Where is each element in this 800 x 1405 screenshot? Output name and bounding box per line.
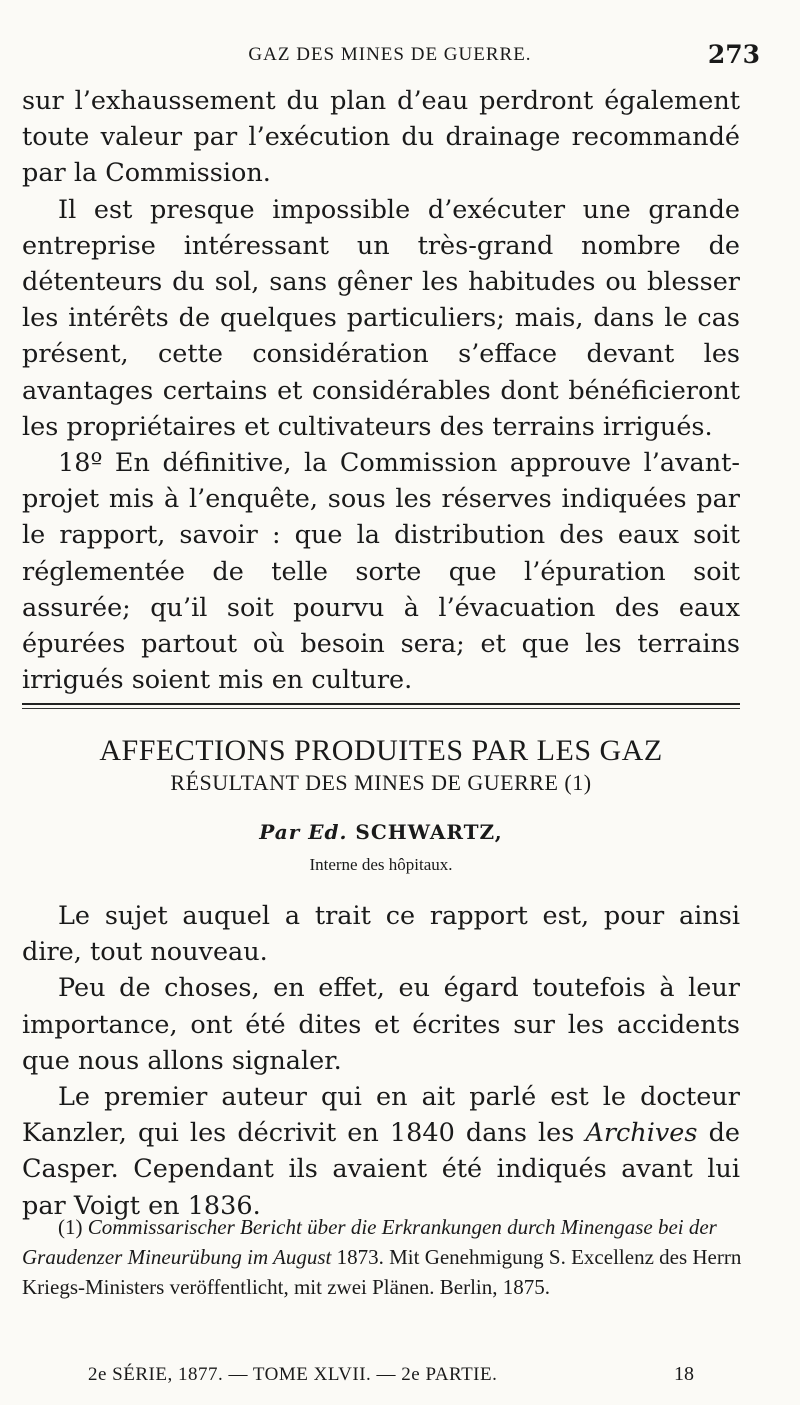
- paragraph: [22, 1079, 740, 1224]
- body-text-top: [22, 83, 740, 698]
- author-line: [22, 820, 740, 844]
- page-header: [20, 40, 760, 80]
- page-number: 273: [707, 40, 760, 69]
- section-subtitle: RÉSULTANT DES MINES DE GUERRE (1): [170, 770, 592, 795]
- author-name: SCHWARTZ,: [355, 820, 503, 844]
- author-prefix: Par Ed.: [259, 820, 348, 844]
- text-run: de Casper. Cependant ils avaient été indiqués avant lui par Voigt en 1836.: [22, 1118, 740, 1221]
- text-run: Le premier auteur qui en ait parlé est le docteur Kanzler, qui les décrivit en 1840 dans les: [22, 1082, 740, 1149]
- footnote: [22, 1212, 752, 1302]
- author-role: Interne des hôpitaux.: [309, 855, 453, 874]
- journal-title: Archives: [585, 1118, 698, 1149]
- paragraph: Peu de choses, en effet, eu égard toutefois à leur importance, ont été dites et écrites sur les accidents que nous allons signaler.: [22, 973, 740, 1076]
- footnote-text: [22, 1212, 752, 1302]
- footnote-marker: (1): [58, 1215, 83, 1239]
- signature-line: 2e SÉRIE, 1877. — TOME XLVII. — 2e PARTIE.: [88, 1364, 498, 1385]
- divider-rule-thick: [22, 703, 740, 705]
- signature-number: 18: [674, 1363, 694, 1385]
- section-title: AFFECTIONS PRODUITES PAR LES GAZ: [99, 734, 663, 767]
- body-text-bottom: [22, 898, 740, 1224]
- paragraph: 18º En définitive, la Commission approuve l’avant-projet mis à l’enquête, sous les réserves indiquées par le rapport, savoir : que la distribution des eaux soit réglementée de telle sorte que l’épuration soit assurée; qu’il soit pourvu à l’évacuation des eaux épurées partout où besoin sera; et que les terrains irrigués soient mis en culture.: [22, 448, 740, 696]
- paragraph: Il est presque impossible d’exécuter une grande entreprise intéressant un très-grand nombre de détenteurs du sol, sans gêner les habitudes ou blesser les intérêts de quelques particuliers; mais, dans le cas présent, cette considération s’efface devant les avantages certains et considérables dont bénéficieront les propriétaires et cultivateurs des terrains irrigués.: [22, 194, 740, 442]
- divider-rule-thin: [22, 708, 740, 709]
- footnote-citation-rest: 1873. Mit Genehmigung S. Excellenz des Herrn Kriegs-Ministers veröffentlicht, mit zwei Plänen. Berlin, 1875.: [22, 1245, 742, 1299]
- section-divider: [22, 703, 740, 709]
- running-title: GAZ DES MINES DE GUERRE.: [248, 44, 532, 65]
- paragraph: Le sujet auquel a trait ce rapport est, pour ainsi dire, tout nouveau.: [22, 901, 740, 968]
- paragraph: sur l’exhaussement du plan d’eau perdront également toute valeur par l’exécution du drainage recommandé par la Commission.: [22, 86, 740, 189]
- footnote-citation-title: Commissarischer Bericht über die Erkrankungen durch Minengase bei der Graudenzer Mineurübung im August: [22, 1215, 717, 1269]
